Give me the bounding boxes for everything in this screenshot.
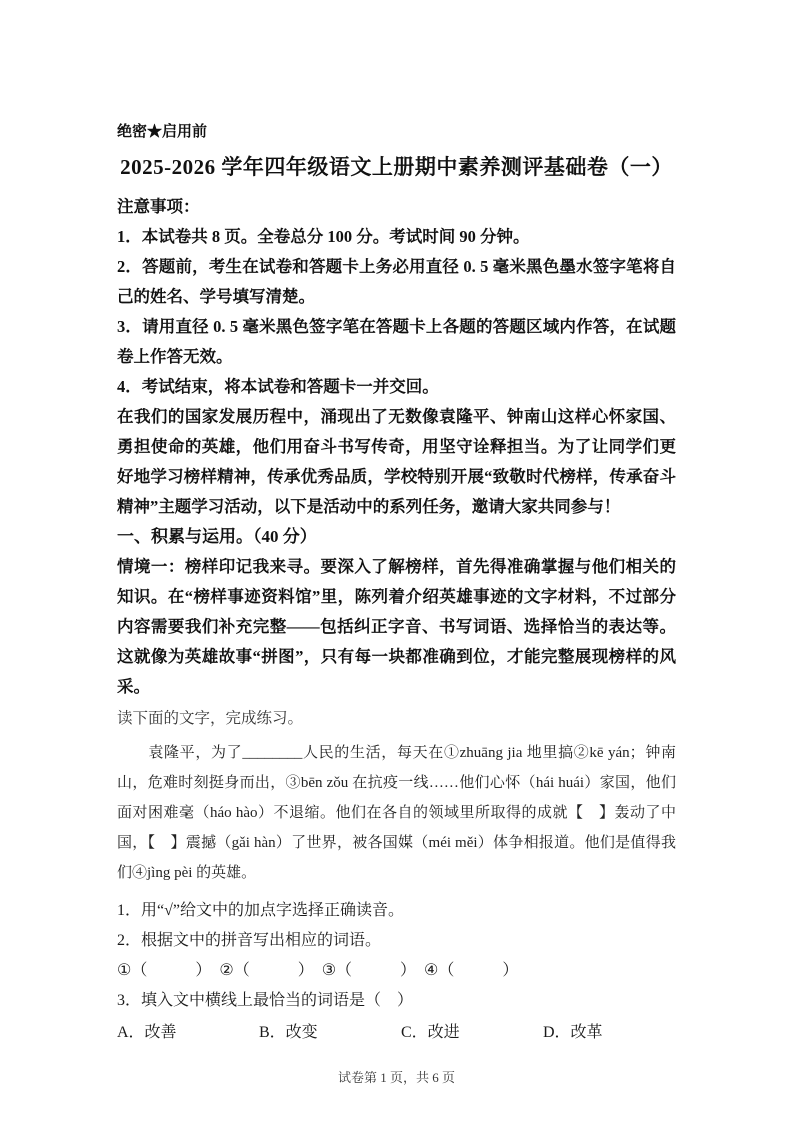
question-1: 1．用“√”给文中的加点字选择正确读音。 — [117, 902, 404, 919]
notice-item-1: 1．本试卷共 8 页。全卷总分 100 分。考试时间 90 分钟。 — [117, 227, 530, 246]
read-instruction: 读下面的文字，完成练习。 — [117, 710, 304, 727]
question-3: 3．填入文中横线上最恰当的词语是（ ） — [117, 992, 414, 1009]
dotted-char: 毫 ● — [179, 805, 195, 821]
scenario-1-paragraph: 情境一：榜样印记我来寻。要深入了解榜样，首先得准确掌握与他们相关的知识。在“榜样事迹资料馆”里，陈列着介绍英雄事迹的文字材料，不过部分内容需要我们补充完整——包括纠正字音、书写词语、选择恰当的表达等。这就像为英雄故事“拼图”，只有每一块都准确到位，才能完整展现榜样的风采。 — [117, 557, 676, 696]
passage-text: （méi měi）体争相报道。他们是值得我们④jìng pèi 的英雄。 — [117, 835, 676, 881]
option-c: C．改进 — [401, 1024, 460, 1041]
option-a: A．改善 — [117, 1024, 177, 1041]
intro-paragraph: 在我们的国家发展历程中，涌现出了无数像袁隆平、钟南山这样心怀家国、勇担使命的英雄，他们用奋斗书写传奇，用坚守诠释担当。为了让同学们更好地学习榜样精神，传承优秀品质，学校特别开展“致敬时代榜样，传承奋斗精神”主题学习活动，以下是活动中的系列任务，邀请大家共同参与！ — [117, 407, 676, 516]
option-b: B．改变 — [259, 1024, 318, 1041]
notice-item-3: 3．请用直径 0. 5 毫米黑色签字笔在答题卡上各题的答题区域内作答，在试题卷上作答无效。 — [117, 317, 676, 366]
question-2-answer-blanks: ①（ ） ②（ ） ③（ ） ④（ ） — [117, 962, 519, 979]
dotted-char: 撼 ● — [201, 835, 216, 851]
notice-heading: 注意事项： — [117, 197, 200, 216]
passage-text: （hái huái）家国，他们面对困难 — [117, 775, 676, 821]
options-row — [117, 1018, 676, 1048]
paper-title: 2025-2026 学年四年级语文上册期中素养测评基础卷（一） — [120, 155, 673, 179]
option-d: D．改革 — [543, 1024, 603, 1041]
section-1-heading: 一、积累与运用。（40 分） — [117, 527, 317, 546]
security-label: 绝密★启用前 — [117, 124, 208, 140]
passage-text: （háo hào）不退缩。他们在各自的领域里所取得的成就【 】轰动了中国，【 】震 — [117, 805, 676, 851]
page-footer: 试卷第 1 页，共 6 页 — [337, 1070, 455, 1085]
passage — [117, 738, 676, 888]
passage-text: （gǎi hàn）了世界，被各国 — [216, 835, 398, 851]
notice-item-4: 4．考试结束，将本试卷和答题卡一并交回。 — [117, 377, 439, 396]
question-2: 2．根据文中的拼音写出相应的词语。 — [117, 932, 382, 949]
dotted-char: 怀 ● — [505, 775, 520, 791]
passage-text: 袁隆平，为了________人民的生活，每天在①zhuāng jia 地里搞②kē yán；钟南山，危难时刻挺身而出，③bēn zǒu 在抗疫一线……他们心 — [117, 745, 676, 791]
dotted-char: 媒 ● — [398, 835, 413, 851]
notice-item-2: 2．答题前，考生在试卷和答题卡上务必用直径 0. 5 毫米黑色墨水签字笔将自己的姓名、学号填写清楚。 — [117, 257, 676, 306]
